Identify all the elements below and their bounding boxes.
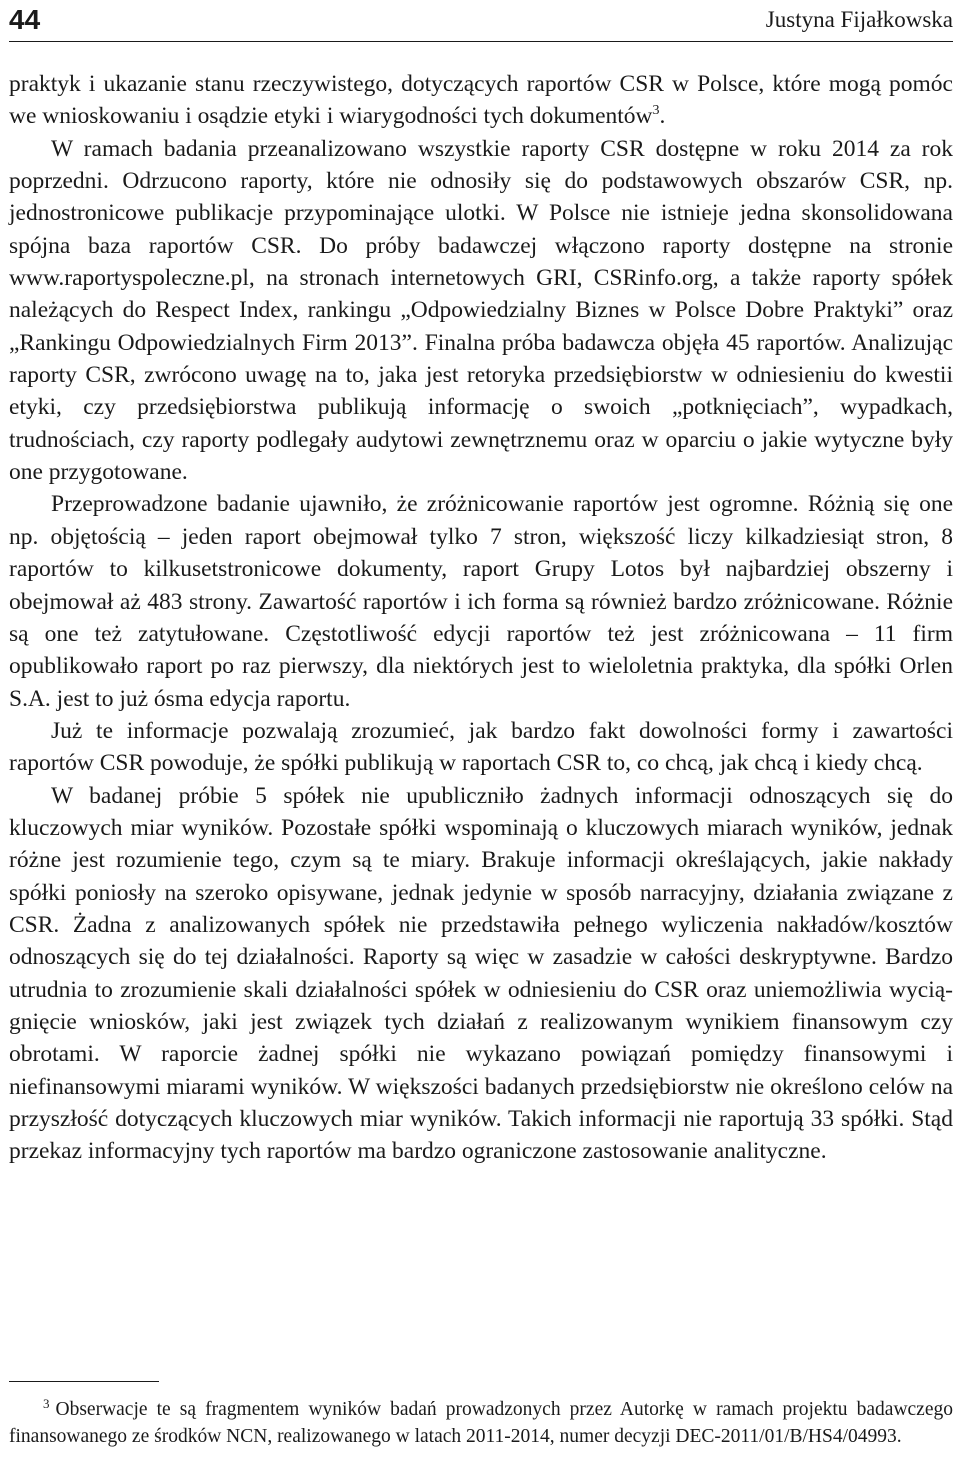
footnote-separator	[9, 1381, 159, 1382]
running-head-author: Justyna Fijałkowska	[765, 7, 953, 32]
page-number: 44	[9, 4, 41, 35]
footnote-text: Obserwacje te są fragmentem wyników badań prowadzonych przez Autorkę w ramach projektu badawczego finansowanego ze środków NCN, realizowanego w latach 2011-2014, numer decyzji DEC-2011/01/B/HS4/04993.	[9, 1399, 953, 1447]
paragraph-1	[9, 68, 953, 133]
document-page	[9, 0, 953, 1479]
paragraph-1-text: praktyk i ukazanie stanu rzeczywistego, dotyczących raportów CSR w Polsce, które mogą pomóc we wnioskowaniu i osądzie etyki i wiarygodności tych dokumentów	[9, 71, 953, 130]
footnote-reference[interactable]: 3	[652, 103, 660, 119]
paragraph-1-end: .	[659, 103, 666, 130]
footnote	[9, 1396, 953, 1450]
body-text	[9, 68, 953, 1168]
paragraph-5: W badanej próbie 5 spółek nie upubliczniło żadnych informacji odnoszących się do kluczowych miar wyników. Pozostałe spółki wspominają o kluczowych miarach wyników, jednak różne jest rozumienie tego, czym są te miary. Brakuje informacji określających, jakie nakłady spółki poniosły na szeroko opisywane, jednak jedynie w sposób narracyjny, działania związane z CSR. Żadna z analizowanych spółek nie przedstawiła pełnego wyliczenia nakładów/kosztów odnoszących się do tej działalności. Raporty są więc w zasadzie w całości deskryptywne. Bardzo utrudnia to zrozumienie skali działalności spółek w odniesieniu do CSR oraz uniemożliwia wyciągnięcie wniosków, jaki jest związek tych działań z realizowanym wynikiem finansowym czy obrotami. W raporcie żadnej spółki nie wykazano powiązań pomiędzy finansowymi i niefinansowymi miarami wyników. W większości badanych przedsiębiorstw nie określono celów na przyszłość dotyczących kluczowych miar wyników. Takich informacji nie raportują 33 spółki. Stąd przekaz informacyjny tych raportów ma bardzo ograniczone zastosowanie analityczne.	[9, 782, 953, 1165]
paragraph-3: Przeprowadzone badanie ujawniło, że zróżnicowanie raportów jest ogromne. Różnią się one np. objętością – jeden raport obejmował tylko 7 stron, większość liczy kilkadziesiąt stron, 8 raportów to kilkusetstronicowe dokumenty, raport Grupy Lotos był najbardziej obszerny i obejmował aż 483 strony. Zawartość raportów i ich forma są również bardzo zróżnicowane. Różnie są one też zatytułowane. Częstotliwość edycji raportów też jest zróżnicowana – 11 firm opublikowało raport po raz pierwszy, dla niektórych jest to wieloletnia praktyka, dla spółki Orlen S.A. jest to już ósma edycja raportu.	[9, 491, 953, 712]
footnote-mark: 3	[43, 1395, 50, 1411]
page-header	[9, 0, 953, 42]
paragraph-2: W ramach badania przeanalizowano wszystkie raporty CSR dostępne w roku 2014 za rok poprzedni. Odrzucono raporty, które nie odnosiły się do podstawowych obszarów CSR, np. jednostronicowe publikacje przypominające ulotki. W Polsce nie istnieje jedna skonsolidowana spójna baza raportów CSR. Do próby badawczej włączono raporty dostępne na stronie www.raportyspoleczne.pl, na stronach internetowych GRI, CSRinfo.org, a także raporty spółek należących do Respect Index, rankingu „Odpowiedzialny Biznes w Polsce Dobre Praktyki” oraz „Rankingu Odpowiedzialnych Firm 2013”. Finalna próba badawcza objęła 45 raportów. Analizując raporty CSR, zwrócono uwagę na to, jaka jest retoryka przedsiębiorstw w odniesieniu do kwestii etyki, czy przedsiębiorstwa publikują informację o swoich „potknięciach”, wypadkach, trudnościach, czy raporty podlegały audytowi zewnętrznemu oraz w oparciu o jakie wytyczne były one przygotowane.	[9, 135, 953, 486]
paragraph-4: Już te informacje pozwalają zrozumieć, jak bardzo fakt dowolności formy i zawartości raportów CSR powoduje, że spółki publikują w raportach CSR to, co chcą, jak chcą i kiedy chcą.	[9, 717, 953, 777]
